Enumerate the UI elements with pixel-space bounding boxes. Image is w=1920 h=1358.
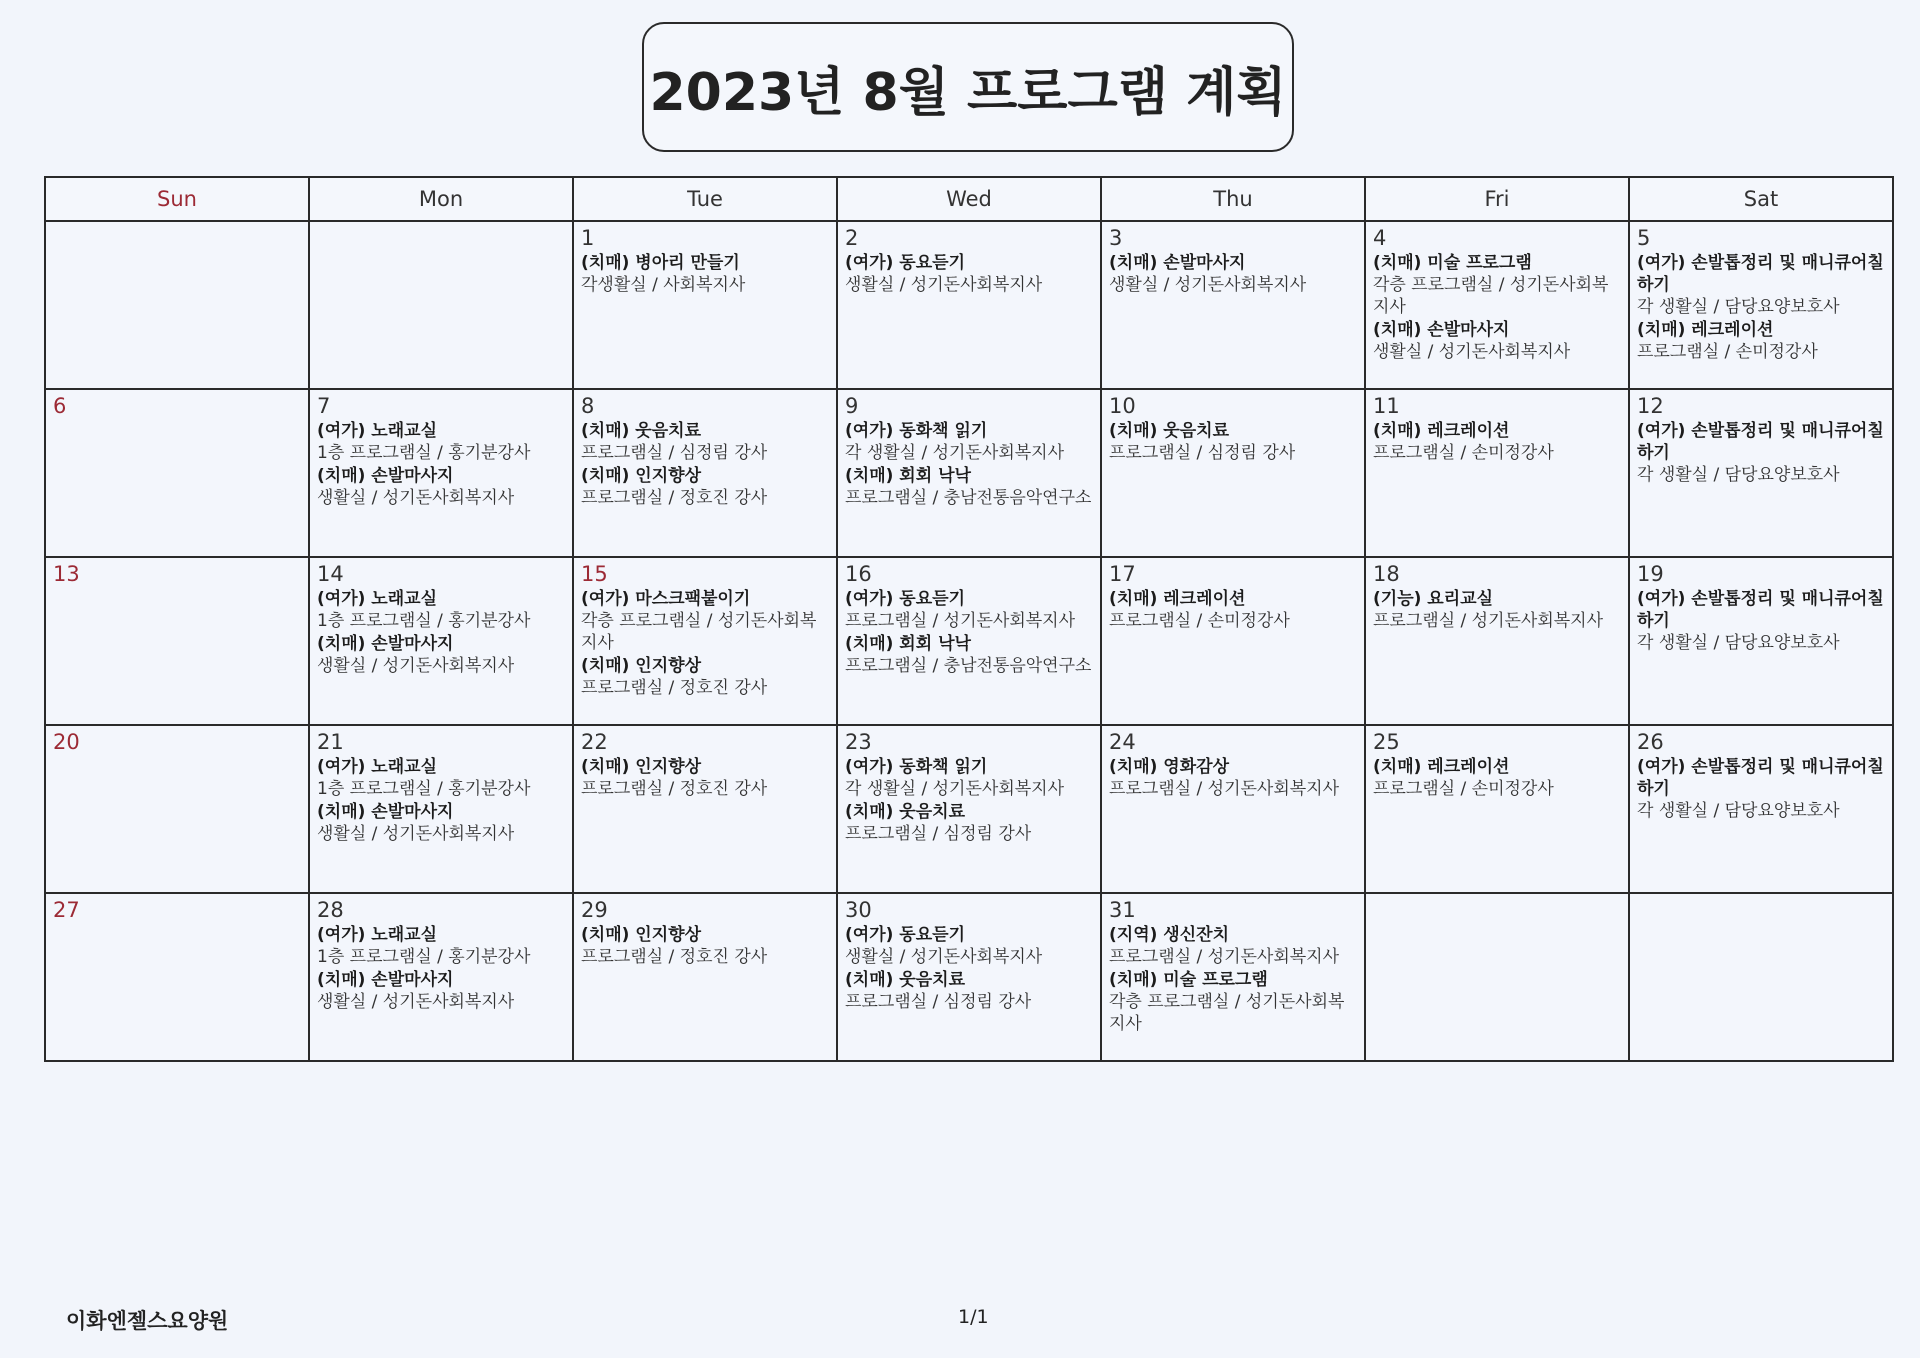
program-entry: [317, 924, 565, 968]
day-number: 26: [1637, 730, 1664, 754]
program-name: (치매) 미술 프로그램: [1109, 970, 1268, 990]
weekday-header: Fri: [1365, 177, 1629, 221]
program-location-staff: 각 생활실 / 담당요양보호사: [1637, 633, 1840, 653]
program-name: (치매) 병아리 만들기: [581, 253, 740, 273]
day-cell: [573, 893, 837, 1061]
program-name: (치매) 손발마사지: [1109, 253, 1246, 273]
program-entry: [845, 465, 1093, 509]
day-cell: [1629, 221, 1893, 389]
program-location-staff: 1층 프로그램실 / 홍기분강사: [317, 611, 531, 631]
day-cell: [573, 389, 837, 557]
week-row: [45, 557, 1893, 725]
program-location-staff: 프로그램실 / 성기돈사회복지사: [1109, 947, 1340, 967]
day-number: 28: [317, 898, 344, 922]
week-row: [45, 221, 1893, 389]
day-number: 7: [317, 394, 331, 418]
day-number: 13: [53, 562, 80, 586]
day-cell: [1101, 557, 1365, 725]
weekday-header: Sat: [1629, 177, 1893, 221]
program-location-staff: 생활실 / 성기돈사회복지사: [1109, 275, 1307, 295]
program-entry: [1373, 588, 1621, 632]
day-number: 6: [53, 394, 67, 418]
program-entry: [1373, 319, 1621, 363]
program-name: (여가) 손발톱정리 및 매니큐어칠하기: [1637, 757, 1884, 799]
weekday-header: Tue: [573, 177, 837, 221]
day-number: 29: [581, 898, 608, 922]
program-name: (치매) 인지향상: [581, 466, 701, 486]
day-number: 10: [1109, 394, 1136, 418]
day-cell: [309, 557, 573, 725]
program-entry: [581, 465, 829, 509]
program-name: (치매) 손발마사지: [317, 466, 454, 486]
day-cell: [45, 221, 309, 389]
day-cell: [573, 557, 837, 725]
program-entry: [1637, 252, 1885, 318]
day-cell: [837, 389, 1101, 557]
day-cell: [45, 557, 309, 725]
program-entry: [317, 633, 565, 677]
program-entry: [1637, 420, 1885, 486]
day-cell: [45, 389, 309, 557]
program-entry: [581, 588, 829, 654]
program-location-staff: 생활실 / 성기돈사회복지사: [317, 992, 515, 1012]
week-row: [45, 725, 1893, 893]
day-number: 1: [581, 226, 595, 250]
program-entry: [1109, 756, 1357, 800]
weekday-header: Sun: [45, 177, 309, 221]
program-name: (치매) 웃음치료: [845, 970, 965, 990]
day-cell: [837, 725, 1101, 893]
program-name: (치매) 인지향상: [581, 656, 701, 676]
program-entry: [317, 465, 565, 509]
program-location-staff: 프로그램실 / 정호진 강사: [581, 947, 768, 967]
program-name: (치매) 미술 프로그램: [1373, 253, 1532, 273]
program-location-staff: 각층 프로그램실 / 성기돈사회복지사: [1373, 275, 1609, 317]
week-row: [45, 389, 1893, 557]
program-name: (여가) 동요듣기: [845, 589, 965, 609]
program-location-staff: 프로그램실 / 손미정강사: [1109, 611, 1290, 631]
program-entry: [1637, 588, 1885, 654]
program-location-staff: 프로그램실 / 성기돈사회복지사: [1373, 611, 1604, 631]
program-location-staff: 프로그램실 / 손미정강사: [1373, 779, 1554, 799]
day-cell: [1101, 893, 1365, 1061]
program-location-staff: 각 생활실 / 성기돈사회복지사: [845, 443, 1065, 463]
day-cell: [309, 389, 573, 557]
program-location-staff: 프로그램실 / 손미정강사: [1373, 443, 1554, 463]
day-number: 15: [581, 562, 608, 586]
program-name: (지역) 생신잔치: [1109, 925, 1229, 945]
day-number: 4: [1373, 226, 1387, 250]
day-cell: [309, 725, 573, 893]
program-location-staff: 프로그램실 / 손미정강사: [1637, 342, 1818, 362]
weekday-header-row: [45, 177, 1893, 221]
program-name: (치매) 영화감상: [1109, 757, 1229, 777]
program-name: (여가) 동요듣기: [845, 925, 965, 945]
week-row: [45, 893, 1893, 1061]
program-name: (치매) 웃음치료: [581, 421, 701, 441]
weekday-header: Thu: [1101, 177, 1365, 221]
program-location-staff: 프로그램실 / 성기돈사회복지사: [1109, 779, 1340, 799]
page-title: 2023년 8월 프로그램 계획: [642, 22, 1294, 152]
weekday-header: Wed: [837, 177, 1101, 221]
program-name: (여가) 손발톱정리 및 매니큐어칠하기: [1637, 253, 1884, 295]
program-entry: [845, 420, 1093, 464]
program-location-staff: 생활실 / 성기돈사회복지사: [317, 656, 515, 676]
program-name: (치매) 손발마사지: [1373, 320, 1510, 340]
day-number: 17: [1109, 562, 1136, 586]
program-location-staff: 생활실 / 성기돈사회복지사: [317, 824, 515, 844]
day-cell: [837, 221, 1101, 389]
day-number: 31: [1109, 898, 1136, 922]
program-entry: [317, 588, 565, 632]
day-cell: [837, 557, 1101, 725]
day-cell: [309, 893, 573, 1061]
program-location-staff: 각 생활실 / 성기돈사회복지사: [845, 779, 1065, 799]
program-name: (치매) 회회 낙낙: [845, 466, 971, 486]
program-location-staff: 프로그램실 / 충남전통음악연구소: [845, 656, 1092, 676]
program-name: (치매) 레크레이션: [1373, 421, 1510, 441]
day-number: 9: [845, 394, 859, 418]
program-name: (치매) 회회 낙낙: [845, 634, 971, 654]
program-entry: [1109, 420, 1357, 464]
program-entry: [845, 252, 1093, 296]
program-entry: [845, 633, 1093, 677]
day-number: 27: [53, 898, 80, 922]
program-name: (치매) 웃음치료: [1109, 421, 1229, 441]
program-name: (치매) 레크레이션: [1373, 757, 1510, 777]
program-entry: [1109, 969, 1357, 1035]
program-name: (치매) 레크레이션: [1637, 320, 1774, 340]
program-entry: [581, 756, 829, 800]
day-cell: [1365, 725, 1629, 893]
program-location-staff: 프로그램실 / 심정림 강사: [845, 824, 1032, 844]
program-name: (여가) 마스크팩붙이기: [581, 589, 751, 609]
program-entry: [845, 969, 1093, 1013]
day-cell: [1101, 725, 1365, 893]
program-location-staff: 각층 프로그램실 / 성기돈사회복지사: [1109, 992, 1345, 1034]
footer-organization: 이화엔젤스요양원: [66, 1309, 229, 1333]
program-location-staff: 1층 프로그램실 / 홍기분강사: [317, 947, 531, 967]
program-location-staff: 생활실 / 성기돈사회복지사: [317, 488, 515, 508]
program-name: (여가) 동화책 읽기: [845, 757, 988, 777]
program-entry: [1109, 924, 1357, 968]
program-location-staff: 프로그램실 / 성기돈사회복지사: [845, 611, 1076, 631]
day-number: 21: [317, 730, 344, 754]
program-location-staff: 1층 프로그램실 / 홍기분강사: [317, 443, 531, 463]
day-cell: [1365, 221, 1629, 389]
program-entry: [1109, 588, 1357, 632]
day-cell: [45, 893, 309, 1061]
program-entry: [1637, 319, 1885, 363]
program-name: (여가) 노래교실: [317, 421, 437, 441]
day-cell: [1629, 557, 1893, 725]
program-name: (여가) 손발톱정리 및 매니큐어칠하기: [1637, 589, 1884, 631]
program-location-staff: 각 생활실 / 담당요양보호사: [1637, 465, 1840, 485]
day-cell: [309, 221, 573, 389]
day-number: 5: [1637, 226, 1651, 250]
program-entry: [845, 756, 1093, 800]
program-entry: [581, 252, 829, 296]
program-name: (치매) 손발마사지: [317, 634, 454, 654]
program-entry: [317, 969, 565, 1013]
day-number: 24: [1109, 730, 1136, 754]
program-entry: [1637, 756, 1885, 822]
program-location-staff: 생활실 / 성기돈사회복지사: [845, 947, 1043, 967]
day-number: 25: [1373, 730, 1400, 754]
program-name: (치매) 인지향상: [581, 757, 701, 777]
program-location-staff: 각층 프로그램실 / 성기돈사회복지사: [581, 611, 817, 653]
program-entry: [1373, 756, 1621, 800]
program-location-staff: 생활실 / 성기돈사회복지사: [1373, 342, 1571, 362]
program-location-staff: 1층 프로그램실 / 홍기분강사: [317, 779, 531, 799]
program-location-staff: 프로그램실 / 심정림 강사: [1109, 443, 1296, 463]
program-entry: [581, 420, 829, 464]
day-cell: [573, 221, 837, 389]
program-entry: [845, 801, 1093, 845]
day-number: 2: [845, 226, 859, 250]
day-number: 14: [317, 562, 344, 586]
program-entry: [317, 420, 565, 464]
program-name: (치매) 손발마사지: [317, 970, 454, 990]
program-location-staff: 프로그램실 / 충남전통음악연구소: [845, 488, 1092, 508]
day-number: 11: [1373, 394, 1400, 418]
program-location-staff: 프로그램실 / 정호진 강사: [581, 678, 768, 698]
day-number: 19: [1637, 562, 1664, 586]
program-entry: [581, 924, 829, 968]
weekday-header: Mon: [309, 177, 573, 221]
day-cell: [1101, 389, 1365, 557]
program-entry: [581, 655, 829, 699]
day-cell: [1629, 893, 1893, 1061]
program-entry: [845, 924, 1093, 968]
program-location-staff: 각 생활실 / 담당요양보호사: [1637, 297, 1840, 317]
calendar-table: [44, 176, 1894, 1062]
program-name: (치매) 레크레이션: [1109, 589, 1246, 609]
program-location-staff: 각생활실 / 사회복지사: [581, 275, 746, 295]
day-number: 23: [845, 730, 872, 754]
program-name: (여가) 동요듣기: [845, 253, 965, 273]
program-entry: [317, 756, 565, 800]
program-name: (여가) 노래교실: [317, 589, 437, 609]
day-cell: [837, 893, 1101, 1061]
day-cell: [1365, 557, 1629, 725]
day-cell: [1365, 389, 1629, 557]
day-cell: [45, 725, 309, 893]
program-entry: [1373, 420, 1621, 464]
program-location-staff: 프로그램실 / 심정림 강사: [581, 443, 768, 463]
program-name: (여가) 노래교실: [317, 757, 437, 777]
day-number: 22: [581, 730, 608, 754]
program-location-staff: 생활실 / 성기돈사회복지사: [845, 275, 1043, 295]
day-cell: [1365, 893, 1629, 1061]
day-number: 8: [581, 394, 595, 418]
day-number: 12: [1637, 394, 1664, 418]
day-number: 3: [1109, 226, 1123, 250]
day-cell: [1629, 725, 1893, 893]
program-name: (치매) 웃음치료: [845, 802, 965, 822]
day-cell: [1101, 221, 1365, 389]
day-number: 30: [845, 898, 872, 922]
program-name: (여가) 노래교실: [317, 925, 437, 945]
day-number: 18: [1373, 562, 1400, 586]
day-cell: [1629, 389, 1893, 557]
program-name: (여가) 동화책 읽기: [845, 421, 988, 441]
program-name: (치매) 손발마사지: [317, 802, 454, 822]
program-name: (치매) 인지향상: [581, 925, 701, 945]
page-number: 1/1: [958, 1306, 989, 1328]
program-entry: [1109, 252, 1357, 296]
program-location-staff: 각 생활실 / 담당요양보호사: [1637, 801, 1840, 821]
program-entry: [1373, 252, 1621, 318]
program-entry: [845, 588, 1093, 632]
day-number: 16: [845, 562, 872, 586]
program-location-staff: 프로그램실 / 정호진 강사: [581, 779, 768, 799]
day-number: 20: [53, 730, 80, 754]
program-name: (여가) 손발톱정리 및 매니큐어칠하기: [1637, 421, 1884, 463]
program-location-staff: 프로그램실 / 심정림 강사: [845, 992, 1032, 1012]
program-name: (기능) 요리교실: [1373, 589, 1493, 609]
program-entry: [317, 801, 565, 845]
program-location-staff: 프로그램실 / 정호진 강사: [581, 488, 768, 508]
day-cell: [573, 725, 837, 893]
